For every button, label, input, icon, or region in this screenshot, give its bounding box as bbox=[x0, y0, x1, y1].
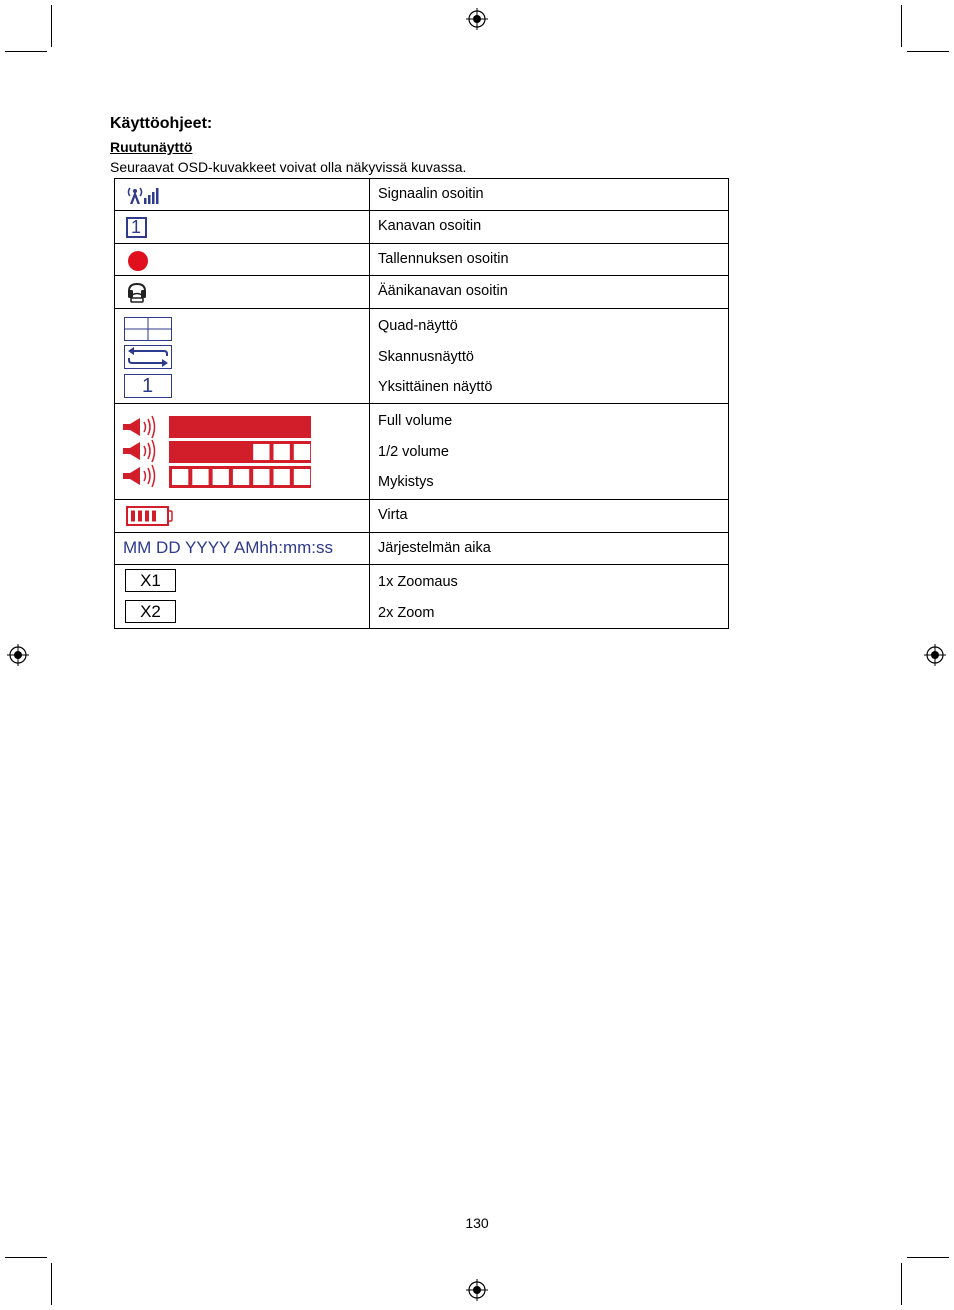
crop-mark bbox=[901, 5, 902, 47]
volume-full-icon bbox=[122, 415, 164, 439]
registration-mark-icon bbox=[924, 644, 946, 666]
volume-empty-segment bbox=[192, 469, 208, 485]
icon-cell bbox=[115, 565, 370, 629]
volume-empty-segment bbox=[233, 469, 249, 485]
volume-half-icon bbox=[122, 439, 164, 463]
description-cell bbox=[370, 404, 729, 500]
audio-channel-icon bbox=[126, 282, 148, 304]
crop-mark bbox=[5, 1257, 47, 1258]
icon-cell bbox=[115, 211, 370, 244]
description-cell bbox=[370, 211, 729, 244]
description-cell bbox=[370, 309, 729, 404]
icon-cell bbox=[115, 179, 370, 211]
volume-empty-segment bbox=[253, 469, 269, 485]
volume-full-label: Full volume bbox=[378, 413, 453, 429]
description-cell bbox=[370, 276, 729, 309]
scan-view-label: Skannusnäyttö bbox=[378, 348, 474, 365]
table-row bbox=[115, 276, 729, 309]
volume-mute-label: Mykistys bbox=[378, 474, 434, 490]
crop-mark bbox=[51, 5, 52, 47]
description-cell bbox=[370, 244, 729, 276]
description-cell bbox=[370, 565, 729, 629]
signal-indicator-label: Signaalin osoitin bbox=[378, 186, 484, 202]
volume-mute-icon bbox=[122, 464, 164, 488]
power-label: Virta bbox=[378, 507, 408, 523]
icon-cell bbox=[115, 404, 370, 500]
description-cell bbox=[370, 179, 729, 211]
volume-level-bars bbox=[168, 415, 312, 489]
channel-indicator-label: Kanavan osoitin bbox=[378, 218, 482, 234]
intro-text: Seuraavat OSD-kuvakkeet voivat olla näkyvissä kuvassa. bbox=[110, 159, 467, 175]
volume-empty-segment bbox=[253, 444, 269, 460]
zoom-1x-label: 1x Zoomaus bbox=[378, 574, 458, 590]
volume-bar bbox=[169, 441, 311, 463]
icon-cell bbox=[115, 309, 370, 404]
record-dot-icon bbox=[127, 250, 149, 272]
volume-empty-segment bbox=[213, 469, 229, 485]
table-row bbox=[115, 309, 729, 404]
description-cell bbox=[370, 500, 729, 533]
zoom-x1-badge: X1 bbox=[125, 569, 176, 592]
icon-cell bbox=[115, 533, 370, 565]
channel-number-text: 1 bbox=[131, 217, 142, 237]
quad-view-label: Quad-näyttö bbox=[378, 318, 458, 334]
zoom-2x-label: 2x Zoom bbox=[378, 604, 435, 621]
recording-indicator-label: Tallennuksen osoitin bbox=[378, 251, 509, 267]
icon-cell bbox=[115, 500, 370, 533]
volume-empty-segment bbox=[172, 469, 188, 485]
system-time-label: Järjestelmän aika bbox=[378, 540, 491, 556]
table-row bbox=[115, 500, 729, 533]
volume-bar bbox=[169, 466, 311, 488]
volume-empty-segment bbox=[274, 444, 290, 460]
crop-mark bbox=[907, 51, 949, 52]
crop-mark bbox=[51, 1263, 52, 1305]
description-cell bbox=[370, 533, 729, 565]
single-view-number: 1 bbox=[142, 375, 154, 397]
registration-mark-icon bbox=[466, 8, 488, 30]
table-row bbox=[115, 244, 729, 276]
volume-empty-segment bbox=[274, 469, 290, 485]
page-number: 130 bbox=[465, 1215, 489, 1231]
zoom-x2-badge: X2 bbox=[125, 600, 176, 623]
section-heading: Ruutunäyttö bbox=[110, 139, 193, 155]
icon-cell bbox=[115, 276, 370, 309]
icon-cell bbox=[115, 244, 370, 276]
datetime-format-text: MM DD YYYY AMhh:mm:ss bbox=[123, 538, 334, 557]
scan-view-icon bbox=[124, 345, 172, 369]
table-row bbox=[115, 404, 729, 500]
audio-channel-indicator-label: Äänikanavan osoitin bbox=[378, 283, 508, 299]
table-row bbox=[115, 211, 729, 244]
table-row bbox=[115, 179, 729, 211]
registration-mark-icon bbox=[466, 1279, 488, 1301]
quad-view-icon bbox=[124, 317, 172, 341]
volume-empty-segment bbox=[294, 469, 310, 485]
volume-bar bbox=[169, 416, 311, 438]
page-heading: Käyttöohjeet: bbox=[110, 115, 213, 132]
single-view-label: Yksittäinen näyttö bbox=[378, 379, 493, 395]
table-row bbox=[115, 533, 729, 565]
crop-mark bbox=[907, 1257, 949, 1258]
battery-icon bbox=[126, 506, 174, 526]
registration-mark-icon bbox=[7, 644, 29, 666]
volume-empty-segment bbox=[294, 444, 310, 460]
table-row bbox=[115, 565, 729, 629]
osd-icon-table bbox=[114, 178, 729, 629]
volume-bar-frame bbox=[169, 416, 311, 438]
signal-strength-icon bbox=[125, 185, 161, 205]
volume-half-label: 1/2 volume bbox=[378, 443, 449, 460]
crop-mark bbox=[5, 51, 47, 52]
crop-mark bbox=[901, 1263, 902, 1305]
